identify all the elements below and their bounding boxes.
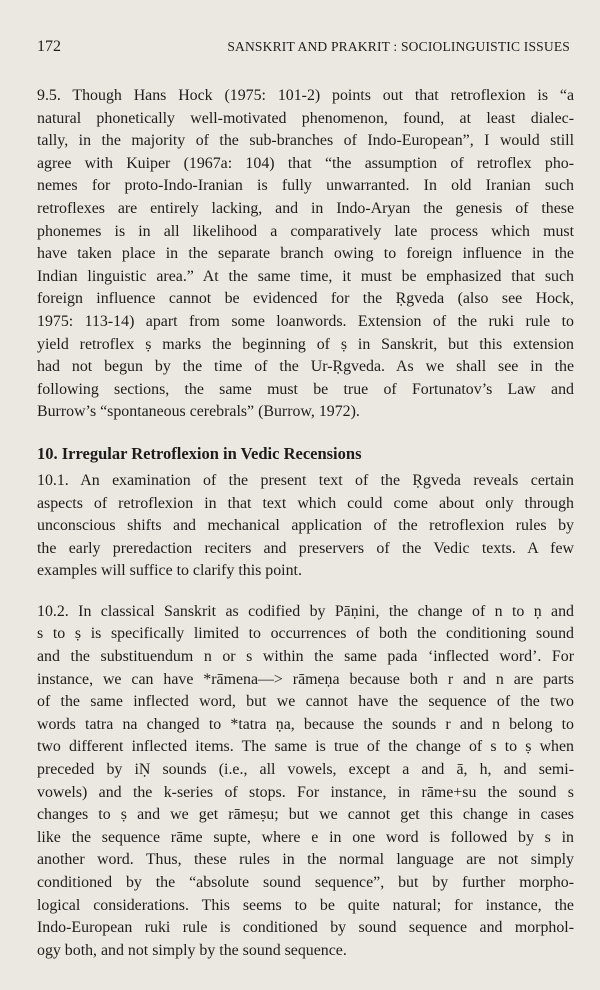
text-line: examples will suffice to clarify this point. bbox=[37, 562, 302, 580]
paragraph-10-2 bbox=[37, 601, 574, 963]
text-line: the early preredaction reciters and preservers of the Vedic texts. A few bbox=[37, 539, 574, 557]
text-line: of the same inflected word, but we cannot have the sequence of the two bbox=[37, 693, 574, 711]
section-heading: 10. Irregular Retroflexion in Vedic Recensions bbox=[37, 443, 362, 463]
text-line: 10.1. An examination of the present text of the Ṛgveda reveals certain bbox=[37, 471, 574, 489]
text-line: yield retroflex ṣ marks the beginning of ṣ in Sanskrit, but this extension bbox=[37, 335, 574, 353]
text-line: Indian linguistic area.” At the same time, it must be emphasized that such bbox=[37, 267, 574, 285]
text-line: Indo-European ruki rule is conditioned by sound sequence and morphol- bbox=[37, 919, 574, 937]
text-line: agree with Kuiper (1967a: 104) that “the assumption of retroflex pho- bbox=[37, 154, 574, 172]
page-header bbox=[37, 38, 570, 60]
text-line: logical considerations. This seems to be quite natural; for instance, the bbox=[37, 896, 574, 914]
text-line: had not begun by the time of the Ur-Ṛgveda. As we shall see in the bbox=[37, 358, 574, 376]
text-line: Burrow’s “spontaneous cerebrals” (Burrow, 1972). bbox=[37, 403, 360, 421]
text-line: tally, in the majority of the sub-branches of Indo-European”, I would still bbox=[37, 132, 574, 150]
text-line: changes to ṣ and we get rāmeṣu; but we cannot get this change in cases bbox=[37, 806, 574, 824]
text-line: 9.5. Though Hans Hock (1975: 101-2) points out that retroflexion is “a bbox=[37, 87, 574, 104]
text-line: and the substituendum n or s within the same pada ‘inflected word’. For bbox=[37, 648, 574, 666]
text-line: instance, we can have *rāmena—> rāmeṇa because both r and n are parts bbox=[37, 670, 574, 688]
text-line: conditioned by the “absolute sound sequence”, but by further morpho- bbox=[37, 874, 574, 891]
text-line: s to ṣ is specifically limited to occurrences of both the conditioning sound bbox=[37, 625, 574, 643]
text-line: ogy both, and not simply by the sound sequence. bbox=[37, 941, 347, 959]
text-line: vowels) and the k-series of stops. For instance, in rāme+su the sound s bbox=[37, 783, 574, 801]
text-line: unconscious shifts and mechanical application of the retroflexion rules by bbox=[37, 517, 574, 535]
text-line: words tatra na changed to *tatra ṇa, because the sounds r and n belong to bbox=[37, 715, 574, 733]
paragraph-gap bbox=[37, 424, 574, 442]
text-line: 10.2. In classical Sanskrit as codified by Pāṇini, the change of n to ṇ and bbox=[37, 602, 574, 620]
text-line: retroflexes are entirely lacking, and in Indo-Aryan the genesis of these bbox=[37, 199, 574, 217]
text-line: following sections, the same must be true of Fortunatov’s Law and bbox=[37, 380, 574, 398]
text-line: like the sequence rāme supte, where e in one word is followed by s in bbox=[37, 828, 574, 846]
paragraph-9-5 bbox=[37, 85, 574, 424]
text-line: two different inflected items. The same is true of the change of s to ṣ when bbox=[37, 738, 574, 756]
text-line: phonemes is in all likelihood a comparatively late process which must bbox=[37, 222, 574, 240]
text-line: have taken place in the separate branch owing to foreign influence in the bbox=[37, 245, 574, 263]
text-line: natural phonetically well-motivated phenomenon, found, at least dialec- bbox=[37, 109, 574, 127]
page-number: 172 bbox=[37, 38, 61, 55]
text-line: 1975: 113-14) apart from some loanwords. Extension of the ruki rule to bbox=[37, 312, 574, 330]
paragraph-10-1 bbox=[37, 470, 574, 583]
paragraph-gap bbox=[37, 583, 574, 601]
page-body bbox=[37, 85, 574, 962]
text-line: aspects of retroflexion in that text which could come about only through bbox=[37, 494, 574, 512]
running-head: SANSKRIT AND PRAKRIT : SOCIOLINGUISTIC ISSUES bbox=[227, 39, 570, 54]
text-line: foreign influence cannot be evidenced for the Ṛgveda (also see Hock, bbox=[37, 290, 574, 308]
text-line: nemes for proto-Indo-Iranian is fully unwarranted. In old Iranian such bbox=[37, 177, 574, 195]
text-line: another word. Thus, these rules in the normal language are not simply bbox=[37, 851, 574, 869]
text-line: preceded by iṆ sounds (i.e., all vowels, except a and ā, h, and semi- bbox=[37, 761, 574, 779]
